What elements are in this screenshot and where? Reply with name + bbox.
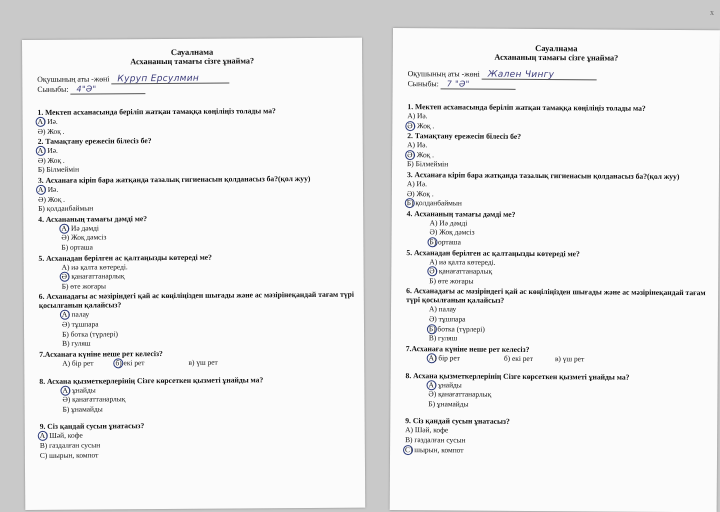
answer-circle-mark [59,223,69,233]
question-2: 2. Тамақтану ережесін білесіз бе? [37,136,152,147]
q3-option-a: А) Иә. [406,179,428,189]
q3-option-c: Б) қолданбаймын [38,203,94,214]
q4-option-a: А) Иә дәмді [61,223,100,233]
q5-option-b: Ә) қанағаттанарлық [429,266,718,278]
q8-option-a: А) ұнайды [428,380,717,392]
corner-mark: x [710,8,714,17]
q3-option-b: Ә) Жоқ . [38,194,66,204]
q7-option-a: А) бір рет [62,358,94,368]
q4-option-b: Ә) Жоқ дәмсіз [61,232,107,243]
q6-option-b: Ә) тұшпара [61,319,99,329]
question-5: 5. Асханадан берілген ас қалтаңызды көтереді ме? [38,252,212,263]
q2-option-b: Ә) Жоқ . [407,150,719,162]
q2-option-a: А) Иә. [407,140,428,150]
q4-option-b: Ә) Жоқ дәмсіз [429,227,475,237]
class-label: Сыныбы: [407,79,439,89]
q1-option-b: Ә) Жоқ . [407,121,719,133]
q3-option-c: Б) қолданбаймын [407,198,719,210]
q7-options [429,353,718,365]
answer-circle-mark [427,237,437,247]
question-8: 8. Асхана қызметкерлерінің Сізге көрсеткен қызметі ұнайды ма? [405,370,630,382]
answer-circle-mark [405,150,415,160]
q8-option-b: Ә) қанағаттанарлық [62,394,126,405]
q1-option-a: А) Иә. [37,116,58,126]
q8-option-b: Ә) қанағаттанарлық [428,389,492,399]
q2-option-c: Б) Білмеймін [37,164,80,175]
q6-option-c: Б) ботка (түрлері) [62,328,119,339]
q3-option-a: А) Иә. [38,184,59,194]
class-handwriting: 7 "Ә" [446,79,470,89]
student-name-label: Оқушының аты -жөні [37,74,110,84]
question-9: 9. Сіз қандай сусын ұнатасыз? [39,421,145,432]
question-6: 6. Асханадағы ас мәзіріндегі қай ас көңіліңізден шығады және ас мәзірінеқандай тағам түрі қосылғанын қалайсыз? [406,286,706,306]
q5-option-c: Б) өте жоғары [61,281,106,291]
answer-circle-mark [426,380,436,390]
q9-option-c: С) шырын, компот [405,445,717,457]
q2-option-a: А) Иә. [37,145,58,156]
question-2: 2. Тамақтану ережесін білесіз бе? [407,131,522,142]
answer-circle-mark [36,117,46,127]
answer-circle-mark [405,121,415,131]
survey-subtitle: Асхананың тамағы сізге ұнайма? [130,56,255,67]
q6-option-d: В) гуляш [428,333,458,343]
answer-circle-mark [60,385,70,395]
question-7: 7.Асханаға күніне неше рет келесіз? [39,348,163,359]
q9-option-a: А) Шәй, кофе [405,425,449,435]
question-5: 5. Асханадан берілген ас қалтаңызды көтереді ме? [406,247,580,258]
question-1: 1. Мектеп асханасында беріліп жатқан тамаққа көңіліңіз толады ма? [37,106,276,117]
class-label: Сыныбы: [37,84,69,94]
survey-subtitle: Асхананың тамағы сізге ұнайма? [494,52,619,63]
q5-option-c: Б) өте жоғары [429,275,474,286]
q2-option-b: Ә) Жоқ . [37,155,65,165]
question-7: 7.Асханаға күніне неше рет келесіз? [405,343,530,354]
survey-title: Сауалнама [170,46,214,57]
q5-option-a: А) иә қалта көтереді. [429,256,496,267]
question-6: 6. Асханадағы ас мәзіріндегі қай ас көңіліңізден шығады және ас мәзірінеқандай тағам түрі қосылғанын қалайсыз? [38,290,355,311]
answer-circle-mark [36,185,46,195]
q6-option-a: А) палау [429,304,457,314]
q8-option-c: Б) ұнамайды [62,404,103,414]
q9-option-a: А) Шәй, кофе [39,431,83,441]
q3-option-b: Ә) Жоқ . [406,188,434,198]
q7-option-c: в) үш рет [554,353,585,364]
q7-option-b: б) екі рет [503,353,533,363]
q7-option-c: в) үш рет [188,357,218,367]
q6-option-d: В) гуляш [62,338,91,348]
q6-option-b: Ә) тұшпара [428,314,466,324]
q4-option-a: А) Иә дәмді [429,218,468,228]
q4-option-c: Б) орташа [429,237,718,249]
survey-sheet-left [22,38,365,510]
q8-option-c: Б) ұнамайды [428,399,469,409]
q6-option-c: Б) ботка (түрлері) [429,324,718,336]
question-3: 3. Асханаға кіріп бара жатқанда тазалық гигиенасын қолданасыз ба?(қол жуу) [37,173,311,185]
q6-option-a: А) палау [61,309,90,320]
q1-option-a: А) Иә. [407,111,428,121]
q9-option-b: В) газдалған сусын [39,440,101,450]
student-name-handwriting: Куруп Ерсулмин [117,73,200,85]
question-4: 4. Асхананың тамағы дәмді ме? [406,208,516,219]
q7-option-a: А) бір рет [429,353,482,363]
question-1: 1. Мектеп асханасында беріліп жатқан тамаққа көңіліңіз толады ма? [407,102,646,113]
answer-circle-mark [403,445,413,455]
student-name-label: Оқушының аты -жөні [407,69,480,79]
student-name-handwriting: Жален Чингу [487,69,555,81]
answer-circle-mark [427,324,437,334]
survey-sheet-right [390,28,720,512]
q1-option-b: Ә) Жоқ . [37,126,65,136]
question-8: 8. Асхана қызметкерлерінің Сізге көрсеткен қызметі ұнайды ма? [39,375,264,386]
question-4: 4. Асхананың тамағы дәмді ме? [38,213,148,224]
q8-option-a: А) ұнайды [62,385,96,395]
class-handwriting: 4"Ә" [76,84,97,94]
survey-title: Сауалнама [535,42,578,54]
q4-option-c: Б) орташа [61,242,93,252]
q9-option-c: С) шырын, компот [39,450,99,460]
q9-option-b: В) газдалған сусын [405,435,466,445]
question-3: 3. Асханаға кіріп бара жатқанда тазалық гигиенасын қолданасыз ба?(қол жуу) [406,170,680,181]
q7-option-b: б) екі рет [115,357,145,368]
q5-option-a: А) иә қалта көтереді. [61,261,128,272]
question-9: 9. Сіз қандай сусын ұнатасыз? [405,416,510,427]
q2-option-c: Б) Білмеймін [407,159,449,169]
q5-option-b: Ә) қанағаттанарлық [61,271,125,281]
